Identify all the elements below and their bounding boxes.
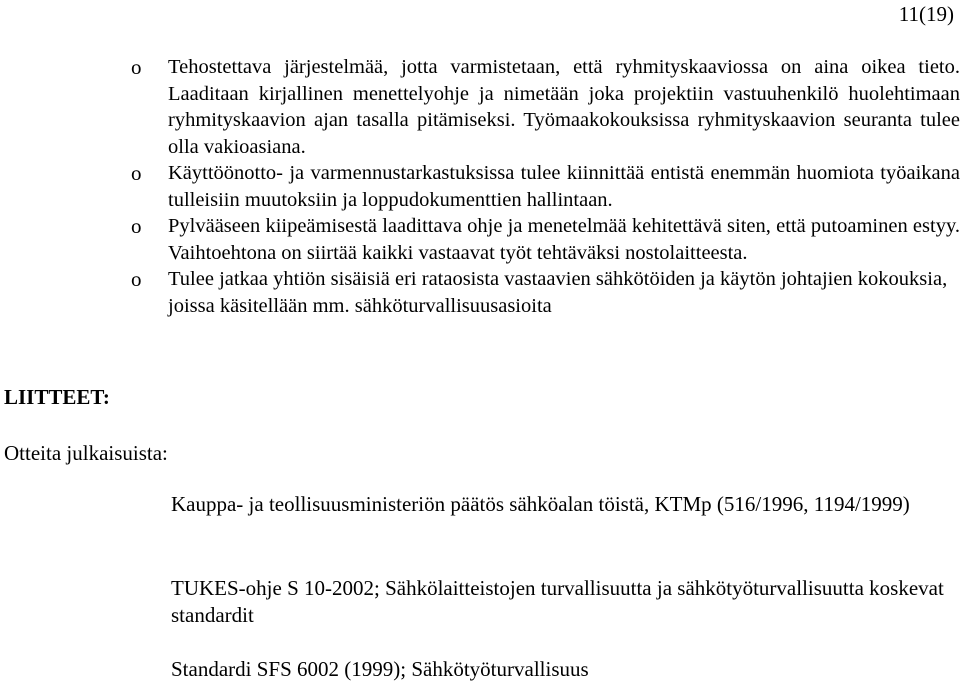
excerpts-label: Otteita julkaisuista: <box>4 441 168 465</box>
recommendation-text: Käyttöönotto- ja varmennustarkastuksissa tulee kiinnittää entistä enemmän huomiota työaikana tulleisiin muutoksiin ja loppudokumenttien hallintaan. <box>168 162 960 211</box>
bullet-marker: o <box>131 267 142 291</box>
reference-item: Standardi SFS 6002 (1999); Sähkötyöturvallisuus <box>171 657 589 681</box>
attachments-heading: LIITTEET: <box>4 385 110 409</box>
recommendation-item <box>131 213 960 266</box>
recommendation-item <box>131 160 960 213</box>
recommendation-item <box>131 54 960 160</box>
recommendation-list <box>131 54 960 319</box>
reference-item: TUKES-ohje S 10-2002; Sähkölaitteistojen turvallisuutta ja sähkötyöturvallisuutta koskevat standardit <box>171 576 944 627</box>
recommendation-item <box>131 266 960 319</box>
page-number: 11(19) <box>898 2 954 26</box>
bullet-marker: o <box>131 55 142 79</box>
reference-item: Kauppa- ja teollisuusministeriön päätös sähköalan töistä, KTMp (516/1996, 1194/1999) <box>171 492 910 516</box>
recommendation-text: Pylvääseen kiipeämisestä laadittava ohje ja menetelmää kehitettävä siten, että putoaminen estyy. Vaihtoehtona on siirtää kaikki vastaavat työt tehtäväksi nostolaitteesta. <box>168 215 960 264</box>
recommendation-text: Tehostettava järjestelmää, jotta varmistetaan, että ryhmityskaaviossa on aina oikea tieto. Laaditaan kirjallinen menettelyohje ja nimetään joka projektiin vastuuhenkilö huolehtimaan ryhmityskaavion ajan tasalla pitämiseksi. Työmaakokouksissa ryhmityskaavion seuranta tulee olla vakioasiana. <box>168 56 960 158</box>
bullet-marker: o <box>131 161 142 185</box>
recommendation-text: Tulee jatkaa yhtiön sisäisiä eri rataosista vastaavien sähkötöiden ja käytön johtajien kokouksia, joissa käsitellään mm. sähköturvallisuusasioita <box>168 268 948 317</box>
bullet-marker: o <box>131 214 142 238</box>
